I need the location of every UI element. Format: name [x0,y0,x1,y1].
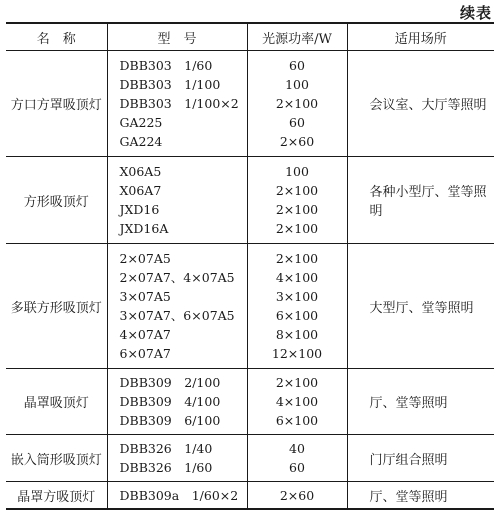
lamp-name-cell [6,369,107,435]
model-number: 6×07A7 [119,346,171,361]
usage-cell [347,369,494,435]
model-cell [107,482,247,510]
light-power: 2×100 [275,202,319,217]
header-model: 型 号 [107,23,247,51]
light-power: 2×100 [275,251,319,266]
usage-text: 大型厅、堂等照明 [369,300,474,316]
usage-text: 各种小型厅、堂等照明 [369,185,487,219]
light-power: 8×100 [275,327,319,342]
light-power: 4×100 [275,270,319,285]
light-power: 2×100 [275,221,319,236]
header-name: 名 称 [6,23,107,51]
table-row [6,157,494,244]
light-power: 100 [285,164,309,179]
header-row [6,23,494,51]
model-number: DBB326 1/40 [119,441,213,456]
light-power: 60 [289,115,305,130]
light-power: 2×100 [275,183,319,198]
model-cell [107,244,247,369]
power-cell [247,51,347,157]
light-power: 6×100 [275,308,319,323]
model-number: 3×07A7、6×07A5 [119,308,235,323]
lamp-name: 晶罩吸顶灯 [23,396,89,411]
model-number: X06A7 [119,183,162,198]
model-number: DBB309 4/100 [119,394,221,409]
usage-cell [347,435,494,482]
light-power: 3×100 [275,289,319,304]
lamp-name: 多联方形吸顶灯 [10,300,102,316]
model-number: GA224 [119,134,163,149]
lamp-name-cell [6,482,107,510]
model-number: GA225 [119,115,163,130]
light-power: 2×60 [279,134,315,149]
light-power: 2×100 [275,375,319,390]
lamp-spec-table [6,22,494,510]
usage-text: 门厅组合照明 [369,452,448,468]
light-power: 6×100 [275,413,319,428]
table-row [6,51,494,157]
usage-text: 会议室、大厅等照明 [369,98,487,113]
lamp-name: 方形吸顶灯 [23,194,89,210]
model-number: DBB326 1/60 [119,460,213,475]
light-power: 4×100 [275,394,319,409]
model-number: 4×07A7 [119,327,171,342]
power-cell [247,244,347,369]
lamp-name: 晶罩方吸顶灯 [17,490,96,505]
model-number: 2×07A7、4×07A5 [119,270,235,285]
power-cell [247,482,347,510]
model-number: DBB303 1/60 [119,58,213,73]
model-number: 3×07A5 [119,289,171,304]
table-row [6,244,494,369]
model-cell [107,51,247,157]
model-number: X06A5 [119,164,162,179]
model-cell [107,369,247,435]
light-power: 60 [289,58,305,73]
lamp-name-cell [6,435,107,482]
usage-cell [347,482,494,510]
model-number: DBB303 1/100 [119,77,221,92]
model-number: DBB309 2/100 [119,375,221,390]
lamp-name-cell [6,244,107,369]
power-cell [247,157,347,244]
table-row [6,435,494,482]
usage-text: 厅、堂等照明 [369,396,448,411]
model-number: JXD16A [119,221,169,236]
lamp-name-cell [6,51,107,157]
usage-text: 厅、堂等照明 [369,490,448,505]
light-power: 2×100 [275,96,319,111]
model-number: JXD16 [119,202,160,217]
model-number: DBB303 1/100×2 [119,96,239,111]
light-power: 60 [289,460,305,475]
lamp-name-cell [6,157,107,244]
light-power: 2×60 [279,488,315,503]
model-number: 2×07A5 [119,251,171,266]
lamp-name: 方口方罩吸顶灯 [10,98,102,113]
usage-cell [347,244,494,369]
power-cell [247,435,347,482]
continued-table-label: 续表 [459,4,492,22]
model-number: DBB309a 1/60×2 [119,488,239,503]
light-power: 100 [285,77,309,92]
usage-cell [347,157,494,244]
header-usage: 适用场所 [347,23,494,51]
model-cell [107,435,247,482]
light-power: 40 [289,441,305,456]
usage-cell [347,51,494,157]
table-row [6,482,494,510]
table-row [6,369,494,435]
header-power: 光源功率/W [247,23,347,51]
light-power: 12×100 [271,346,323,361]
power-cell [247,369,347,435]
lamp-name: 嵌入筒形吸顶灯 [10,452,102,468]
table-body [6,51,494,510]
model-cell [107,157,247,244]
model-number: DBB309 6/100 [119,413,221,428]
